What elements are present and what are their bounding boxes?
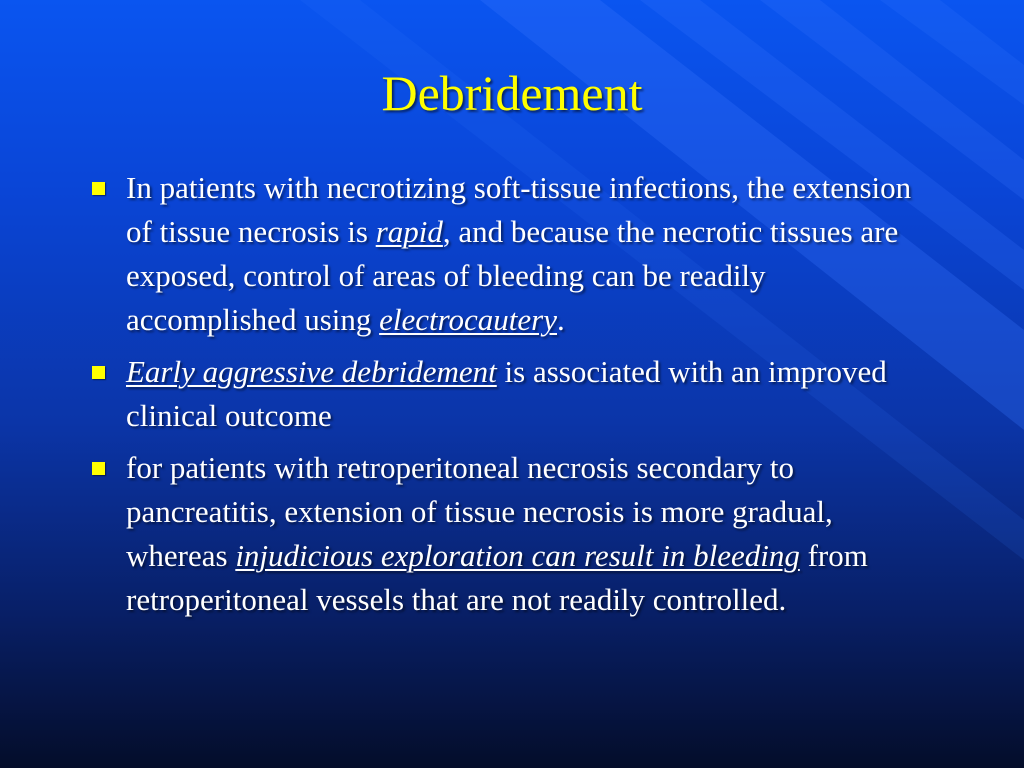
bullet-list [88, 166, 928, 630]
bullet-item [88, 350, 928, 438]
emphasis-text: Early aggressive debridement [126, 354, 497, 389]
bullet-item [88, 446, 928, 622]
square-bullet-icon [92, 366, 105, 379]
bullet-text: is associated with an improved clinical outcome [126, 354, 887, 433]
bullet-text: , and because the necrotic tissues are exposed, control of areas of bleeding can be readily accomplished using [126, 214, 899, 337]
bullet-text: from retroperitoneal vessels that are not readily controlled. [126, 538, 868, 617]
slide-title: Debridement [381, 65, 643, 121]
emphasis-text: rapid [375, 214, 443, 249]
bullet-text: . [557, 302, 565, 337]
bullet-item [88, 166, 928, 342]
square-bullet-icon [92, 182, 105, 195]
emphasis-text: electrocautery [379, 302, 557, 337]
square-bullet-icon [92, 462, 105, 475]
emphasis-text: injudicious exploration can result in bleeding [235, 538, 800, 573]
bullet-text: In patients with necrotizing soft-tissue infections, the extension of tissue necrosis is [126, 170, 912, 249]
bullet-text: for patients with retroperitoneal necrosis secondary to pancreatitis, extension of tissue necrosis is more gradual, whereas [126, 450, 833, 573]
